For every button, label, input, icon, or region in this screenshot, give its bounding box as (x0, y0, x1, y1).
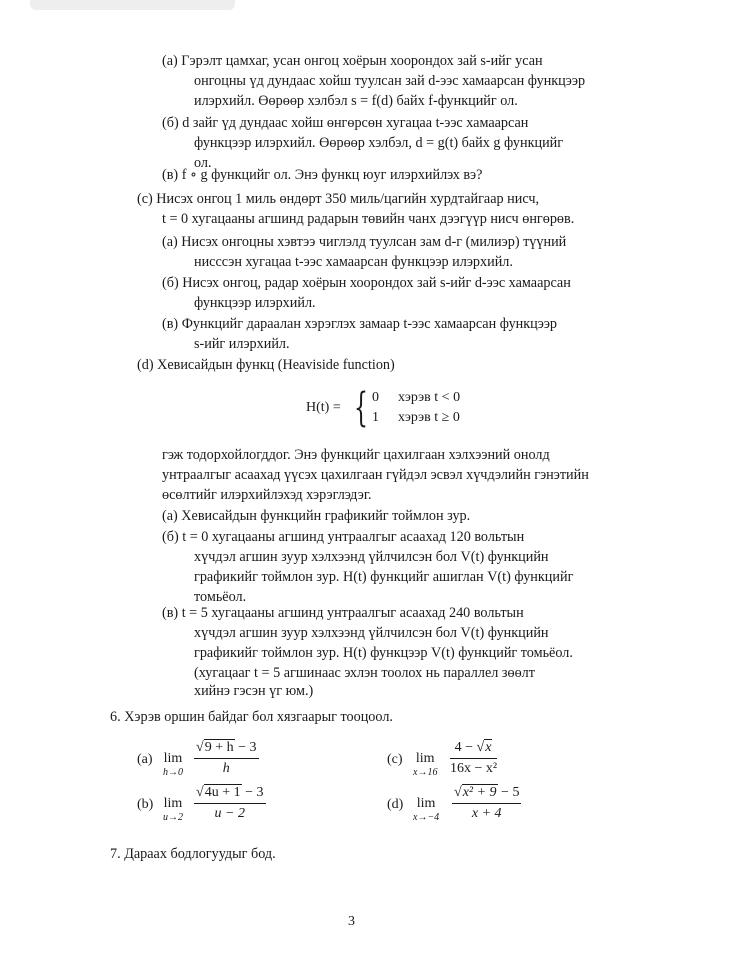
text-line: s-ийг илэрхийл. (194, 336, 290, 352)
numerator-pre: 4 − (454, 740, 477, 755)
lim-operator (413, 752, 437, 780)
denominator: h (222, 761, 230, 776)
limit-label: (c) (387, 752, 403, 767)
text-line: (б) d зайг үд дундаас хойш өнгөрсөн хугацаа t-ээс хамаарсан (162, 115, 529, 131)
text-line: хийнэ гэсэн үг юм.) (194, 683, 314, 699)
text-line: хүчдэл агшин зуур хэлхээнд үйлчилсэн бол V(t) функцийн (194, 625, 549, 641)
text-line: онгоцны үд дундаас хойш туулсан зай d-ээс хамаарсан функцээр (194, 73, 586, 89)
numerator: 4 − √x (450, 740, 497, 759)
text-line: унтраалгыг асаахад үүсэх цахилгаан гүйдэл эсвэл хүчдэлийн гэнэтийн (162, 467, 589, 483)
fraction (450, 740, 497, 777)
lim-text: lim (415, 751, 435, 766)
radicand: x² + 9 (462, 785, 497, 800)
lim-text: lim (163, 751, 183, 766)
text-line: (б) Нисэх онгоц, радар хоёрын хоорондох зай s-ийг d-ээс хамаарсан (162, 275, 571, 291)
numerator: √9 + h − 3 (194, 740, 259, 759)
lim-text: lim (163, 796, 183, 811)
denominator: u − 2 (214, 806, 245, 821)
left-brace: { (354, 385, 368, 431)
text-line: функцээр илэрхийл. Өөрөөр хэлбэл, d = g(t) байх g функцийг (194, 135, 564, 151)
limit-label: (d) (387, 797, 404, 812)
numerator: √x² + 9 − 5 (452, 785, 521, 804)
fraction (194, 785, 266, 822)
text-line: нисссэн хугацаа t-ээс хамаарсан функцээр илэрхийл. (194, 254, 513, 270)
numerator-rest: − 3 (241, 785, 264, 800)
problem-heading: 7. Дараах бодлогуудыг бод. (110, 846, 276, 862)
text-line: илэрхийл. Өөрөөр хэлбэл s = f(d) байх f-функцийг ол. (194, 93, 518, 109)
text-line: ол. (194, 155, 212, 171)
lim-subscript: x→−4 (413, 812, 440, 823)
text-line: графикийг тоймлон зур. H(t) функцийг ашиглан V(t) функцийг (194, 569, 574, 585)
text-line: t = 0 хугацааны агшинд радарын төвийн чанх дээгүүр нисч өнгөрөв. (162, 211, 575, 227)
lim-operator (413, 797, 439, 825)
lim-operator (163, 752, 183, 780)
heaviside-lhs: H(t) = (306, 400, 341, 415)
denominator: 16x − x² (450, 761, 498, 776)
denominator: x + 4 (471, 806, 502, 821)
text-line: (c) Нисэх онгоц 1 миль өндөрт 350 миль/цагийн хурдтайгаар нисч, (137, 191, 540, 207)
problem-heading: 6. Хэрэв оршин байдаг бол хязгаарыг тооцоол. (110, 709, 393, 725)
numerator-rest: − 5 (497, 785, 520, 800)
case-value: 1 (372, 410, 379, 425)
case-value: 0 (372, 390, 379, 405)
numerator: √4u + 1 − 3 (194, 785, 266, 804)
limit-label: (b) (137, 797, 154, 812)
lim-subscript: u→2 (163, 812, 183, 823)
lim-subscript: h→0 (163, 767, 183, 778)
text-line: (в) Функцийг дараалан хэрэглэх замаар t-ээс хамаарсан функцээр (162, 316, 558, 332)
text-line: (а) Нисэх онгоцны хэвтээ чиглэлд туулсан зам d-г (милиэр) түүний (162, 234, 567, 250)
text-line: томьёол. (194, 589, 247, 605)
radicand: 4u + 1 (204, 785, 241, 800)
text-line: (б) t = 0 хугацааны агшинд унтраалгыг асаахад 120 вольтын (162, 529, 525, 545)
fraction (452, 785, 521, 822)
lim-operator (163, 797, 183, 825)
text-line: (d) Хевисайдын функц (Heaviside function) (137, 357, 395, 373)
text-line: хүчдэл агшин зуур хэлхээнд үйлчилсэн бол V(t) функцийн (194, 549, 549, 565)
radicand: x (485, 740, 492, 755)
lim-subscript: x→16 (413, 767, 438, 778)
case-condition: хэрэв t ≥ 0 (398, 410, 460, 425)
text-line: өсөлтийг илэрхийлэхэд хэрэглэдэг. (162, 487, 372, 503)
text-line: функцээр илэрхийл. (194, 295, 316, 311)
page-number: 3 (348, 914, 355, 929)
text-line: (хугацааг t = 5 агшинаас эхлэн тоолох нь параллел зөөлт (194, 665, 535, 681)
text-line: (a) Гэрэлт цамхаг, усан онгоц хоёрын хоорондох зай s-ийг усан (162, 53, 543, 69)
fraction (194, 740, 259, 777)
text-line: (а) Хевисайдын функцийн графикийг тоймлон зур. (162, 508, 471, 524)
text-line: графикийг тоймлон зур. H(t) функцээр V(t) функцийг томьёол. (194, 645, 573, 661)
radicand: 9 + h (204, 740, 234, 755)
text-line: гэж тодорхойлогддог. Энэ функцийг цахилгаан хэлхээний онолд (162, 447, 550, 463)
case-condition: хэрэв t < 0 (398, 390, 461, 405)
text-line: (в) t = 5 хугацааны агшинд унтраалгыг асаахад 240 вольтын (162, 605, 524, 621)
limit-label: (a) (137, 752, 153, 767)
numerator-rest: − 3 (234, 740, 257, 755)
top-edge-shadow (30, 0, 235, 10)
text-line: (в) f ∘ g функцийг ол. Энэ функц юуг илэрхийлэх вэ? (162, 167, 483, 183)
lim-text: lim (416, 796, 436, 811)
